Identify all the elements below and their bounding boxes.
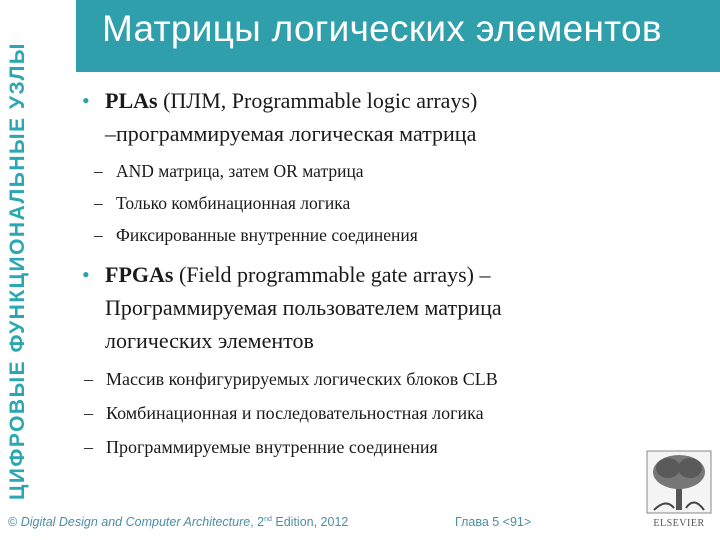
bullet-text: (Field programmable gate arrays) – [173,262,491,287]
bullet-text: логических элементов [105,328,314,353]
dash-icon: – [94,193,103,213]
sub-item-text: Фиксированные внутренние соединения [116,225,418,245]
side-label: ЦИФРОВЫЕ ФУНКЦИОНАЛЬНЫЕ УЗЛЫ [6,42,29,500]
elsevier-logo [646,450,712,530]
sub-item [80,401,700,425]
slide-content [80,84,700,459]
sub-item [80,192,700,214]
dash-icon: – [94,225,103,245]
sub-item-text: Массив конфигурируемых логических блоков CLB [106,369,498,389]
elsevier-tree-icon [646,450,712,530]
sub-item-text: Программируемые внутренние соединения [106,437,438,457]
page-number: Глава 5 <91> [455,515,532,529]
edition-text: Edition, 2012 [271,515,349,529]
side-band [0,0,48,505]
edition-text: , 2 [250,515,265,529]
bullet-plas [80,84,700,150]
slide-title: Матрицы логических элементов [102,8,662,49]
copyright-mark: © [8,515,21,529]
bullet-text: –программируемая логическая матрица [105,121,477,146]
title-bar [76,0,720,72]
edition-sup: nd [264,515,272,523]
bullet-term: PLAs [105,88,158,113]
dash-icon: – [84,437,93,457]
bullet-fpgas [80,258,700,357]
sub-item-text: Только комбинационная логика [116,193,351,213]
dash-icon: – [84,403,93,423]
bullet-text: (ПЛМ, Programmable logic arrays) [157,88,478,113]
bullet-term: FPGAs [105,262,174,287]
bullet-text: Программируемая пользователем матрица [105,295,502,320]
sub-item [80,367,700,391]
sub-item [80,160,700,182]
sub-item-text: Комбинационная и последовательностная логика [106,403,484,423]
sub-item [80,435,700,459]
bullet-icon: • [82,262,90,287]
logo-wordmark: ELSEVIER [653,518,705,529]
bullet-icon: • [82,88,90,113]
sub-item [80,224,700,246]
dash-icon: – [94,161,103,181]
footer-citation [8,515,348,529]
book-title: Digital Design and Computer Architecture [20,515,251,529]
sub-item-text: AND матрица, затем OR матрица [116,161,364,181]
dash-icon: – [84,369,93,389]
